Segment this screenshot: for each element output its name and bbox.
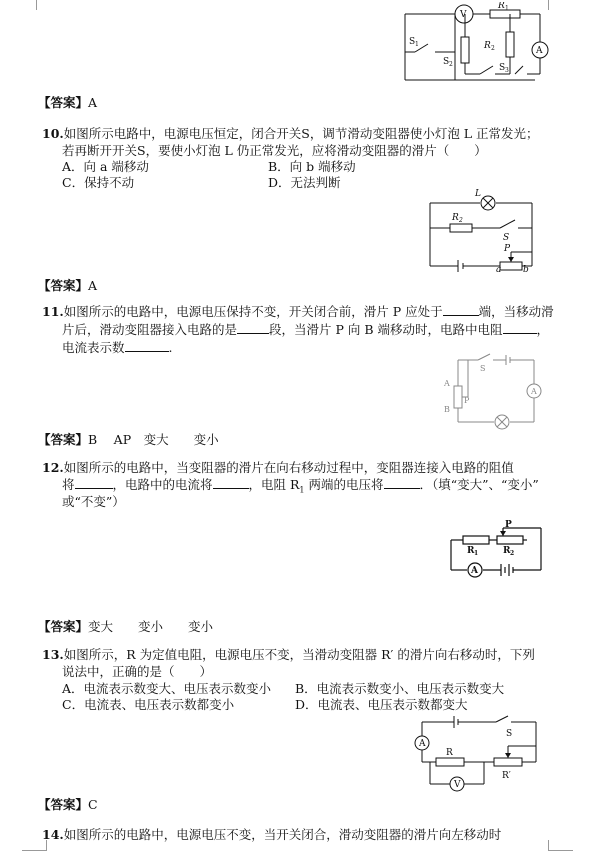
q13-option-a: A．电流表示数变大、电压表示数变小 — [62, 681, 272, 696]
q9-r2-sub: 2 — [491, 45, 495, 52]
q9-s2-sub: 2 — [449, 61, 453, 68]
q13-number: 13. — [42, 647, 64, 662]
q11-line-1 — [42, 303, 554, 320]
crop-mark-top-left — [22, 0, 37, 10]
q9-r2-label: R — [484, 41, 491, 51]
q13-option-d: D．电流表、电压表示数都变大 — [295, 697, 468, 712]
q10-end-b-label: b — [523, 265, 529, 273]
q10-slider-label: P — [504, 244, 511, 254]
q12-r2-sub-label: 2 — [510, 550, 515, 557]
q12-r2-label: R — [503, 546, 511, 556]
q13-line-2: 说法中，正确的是（ ） — [62, 664, 213, 679]
q12-text-1: 如图所示的电路中，当变阻器的滑片在向右移动过程中，变阻器连接入电路的阻值 — [63, 460, 514, 475]
q10-number: 10. — [42, 126, 64, 141]
q10-line-2: 若再断开开关S，要使小灯泡 L 仍正常发光，应将滑动变阻器的滑片（ ） — [62, 143, 487, 158]
q11-text-2c: ， — [536, 322, 550, 337]
q11-text-3b: . — [168, 340, 173, 355]
q14-line-1 — [42, 826, 501, 843]
q10-option-c: C．保持不动 — [62, 175, 135, 190]
q11-text-3a: 电流表示数 — [62, 340, 125, 355]
q11-number: 11. — [42, 304, 64, 319]
q10-end-a-label: a — [496, 265, 502, 273]
q9-answer — [38, 93, 97, 111]
q13-ammeter-label: A — [419, 739, 426, 749]
q9-ammeter-label: A — [536, 46, 543, 56]
q11-ammeter-label: A — [531, 387, 537, 396]
q10-answer-value: A — [88, 278, 98, 293]
q12-line-1 — [42, 459, 514, 476]
q11-answer-key: 【答案】 — [38, 432, 89, 447]
q10-option-b: B．向 b 端移动 — [268, 159, 356, 174]
q9-s1-label: S — [409, 37, 416, 47]
q12-r1-sub: 1 — [299, 485, 305, 495]
q12-number: 12. — [42, 460, 64, 475]
q11-answer — [38, 430, 219, 448]
q10-text-1: 如图所示电路中，电源电压恒定，闭合开关S，调节滑动变阻器使小灯泡 L 正常发光； — [63, 126, 539, 141]
q11-end-b-label: B — [444, 405, 450, 414]
q11-slider-label: P — [464, 396, 470, 405]
q12-r1-label: R — [467, 546, 475, 556]
q12-answer — [38, 617, 213, 635]
q11-blank-4[interactable] — [125, 339, 169, 352]
q14-text-1: 如图所示的电路中，电源电压不变，当开关闭合，滑动变阻器的滑片向左移动时 — [63, 827, 502, 842]
q9-r1-sub: 1 — [505, 5, 509, 12]
q9-circuit-diagram — [395, 2, 555, 82]
q11-blank-1[interactable] — [443, 303, 479, 316]
q13-voltmeter-label: V — [454, 780, 461, 790]
q12-text-2a: 将 — [62, 477, 75, 492]
q10-r2-sub: 2 — [459, 217, 463, 224]
q11-answer-value: B AP 变大 变小 — [88, 432, 219, 447]
q13-answer-key: 【答案】 — [38, 797, 89, 812]
q11-text-2b: 段，当滑片 P 向 B 端移动时，电路中电阻 — [269, 322, 503, 337]
q12-blank-2[interactable] — [213, 476, 249, 489]
q11-text-2a: 片后，滑动变阻器接入电路的是 — [62, 322, 238, 337]
q10-switch-label: S — [503, 233, 510, 243]
q11-blank-2[interactable] — [237, 321, 269, 334]
q11-switch-label: S — [480, 364, 486, 373]
q12-slider-label: P — [505, 520, 512, 530]
q12-circuit-diagram — [445, 518, 555, 583]
q9-answer-key: 【答案】 — [38, 95, 89, 110]
q13-answer-value: C — [88, 797, 98, 812]
q12-blank-3[interactable] — [384, 476, 420, 489]
q13-circuit-diagram — [408, 712, 548, 792]
q9-s2-label: S — [443, 57, 450, 67]
q13-text-1: 如图所示，R 为定值电阻，电源电压不变，当滑动变阻器 R′ 的滑片向右移动时，下列 — [63, 647, 535, 662]
q13-option-c: C．电流表、电压表示数都变小 — [62, 697, 235, 712]
q9-s1-sub: 1 — [415, 41, 419, 48]
q12-answer-value: 变大 变小 变小 — [88, 619, 214, 634]
q10-circuit-diagram — [420, 188, 540, 273]
q11-circuit-diagram — [438, 352, 548, 432]
q12-line-2 — [62, 476, 539, 499]
q13-rprime-label: R′ — [502, 771, 511, 781]
q9-answer-value: A — [88, 95, 98, 110]
q11-end-a-label: A — [444, 379, 450, 388]
q10-answer — [38, 276, 97, 294]
q10-option-d: D．无法判断 — [268, 175, 341, 190]
q9-s3-label: S — [499, 63, 506, 73]
q10-line-1 — [42, 125, 539, 142]
q10-option-a: A．向 a 端移动 — [62, 159, 149, 174]
q13-line-1 — [42, 646, 535, 663]
q11-line-2 — [62, 321, 549, 338]
q9-voltmeter-label: V — [460, 10, 467, 20]
q13-answer — [38, 795, 98, 813]
q12-text-2e: ．（填“变大”、“变小” — [419, 477, 539, 492]
crop-mark-bottom-right — [548, 840, 573, 851]
q11-text-1b: 端，当移动滑 — [478, 304, 554, 319]
q10-r2-label: R — [452, 213, 459, 223]
q12-blank-1[interactable] — [75, 476, 113, 489]
q11-line-3 — [62, 339, 173, 356]
q10-answer-key: 【答案】 — [38, 278, 89, 293]
q9-r1-label: R — [498, 2, 505, 11]
q11-blank-3[interactable] — [503, 321, 537, 334]
q9-s3-sub: 3 — [505, 67, 509, 74]
q10-lamp-label: L — [475, 189, 481, 199]
q12-text-2c: ，电阻 R — [248, 477, 300, 492]
q12-answer-key: 【答案】 — [38, 619, 89, 634]
q12-ammeter-label: A — [471, 566, 478, 576]
q14-number: 14. — [42, 827, 64, 842]
q12-text-2b: ，电路中的电流将 — [112, 477, 213, 492]
q12-r1-sub-label: 1 — [474, 550, 479, 557]
q13-r-label: R — [446, 748, 453, 758]
q11-text-1a: 如图所示的电路中，电源电压保持不变，开关闭合前，滑片 P 应处于 — [63, 304, 443, 319]
q13-switch-label: S — [506, 729, 513, 739]
q12-text-2d: 两端的电压将 — [304, 477, 384, 492]
q13-option-b: B．电流表示数变小、电压表示数变大 — [295, 681, 505, 696]
q12-line-3: 或“不变”） — [62, 494, 125, 509]
